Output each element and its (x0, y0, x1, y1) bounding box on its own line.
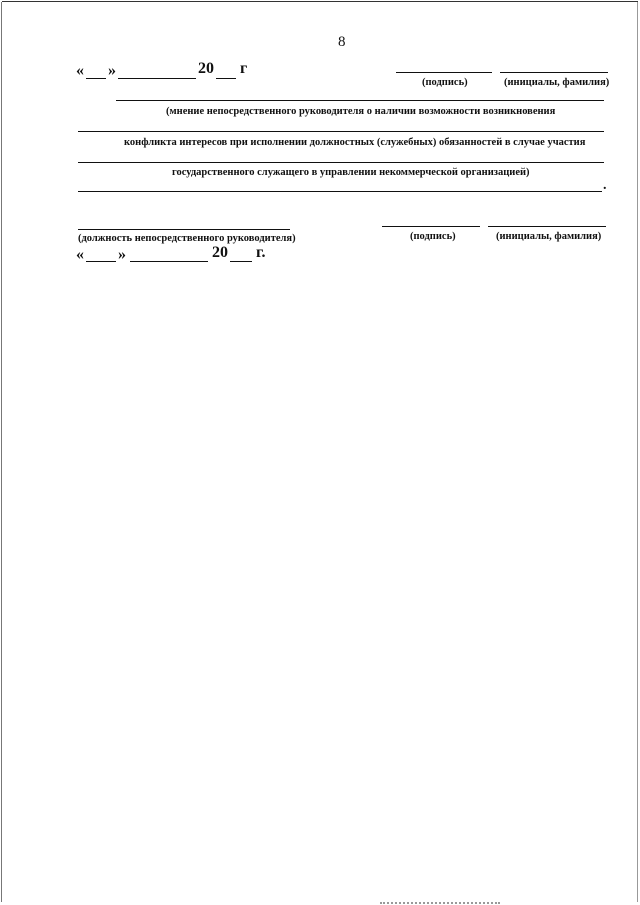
top-signature-line[interactable] (396, 72, 492, 73)
opinion-caption-2: конфликта интересов при исполнении должностных (служебных) обязанностей в случае участия (124, 137, 586, 148)
top-initials-caption: (инициалы, фамилия) (504, 77, 610, 88)
top-date-year-prefix: 20 (198, 60, 214, 77)
bottom-signature-line[interactable] (382, 226, 480, 227)
bottom-date-quote-close: » (118, 246, 126, 263)
top-date-day-line[interactable] (86, 78, 106, 79)
bottom-date-year-prefix: 20 (212, 244, 228, 261)
bottom-position-caption: (должность непосредственного руководителя) (78, 233, 296, 244)
opinion-caption-3: государственного служащего в управлении некоммерческой организацией) (172, 167, 530, 178)
bottom-initials-caption: (инициалы, фамилия) (496, 231, 602, 242)
top-date-quote-close: » (108, 62, 116, 79)
bottom-position-line[interactable] (78, 229, 290, 230)
scan-edge-top (2, 1, 638, 2)
opinion-line-4[interactable] (78, 191, 602, 192)
scan-edge-right (637, 2, 638, 902)
scan-edge-left (1, 2, 2, 902)
opinion-caption-1: (мнение непосредственного руководителя о наличии возможности возникновения (166, 106, 556, 117)
bottom-date-year-suffix: г. (256, 244, 266, 261)
bottom-date-month-line[interactable] (130, 261, 208, 262)
top-date-month-line[interactable] (118, 78, 196, 79)
opinion-end-mark: . (603, 178, 607, 193)
opinion-line-3[interactable] (78, 162, 604, 163)
bottom-date-quote-open: « (76, 246, 84, 263)
opinion-line-1[interactable] (116, 100, 604, 101)
top-initials-line[interactable] (500, 72, 608, 73)
scan-edge-bottom (380, 902, 500, 904)
top-signature-caption: (подпись) (422, 77, 468, 88)
bottom-date-year-line[interactable] (230, 261, 252, 262)
page-number: 8 (338, 34, 346, 50)
bottom-initials-line[interactable] (488, 226, 606, 227)
bottom-date-day-line[interactable] (86, 261, 116, 262)
opinion-line-2[interactable] (78, 131, 604, 132)
top-date-quote-open: « (76, 62, 84, 79)
top-date-year-line[interactable] (216, 78, 236, 79)
bottom-signature-caption: (подпись) (410, 231, 456, 242)
top-date-year-suffix: г (240, 60, 248, 77)
